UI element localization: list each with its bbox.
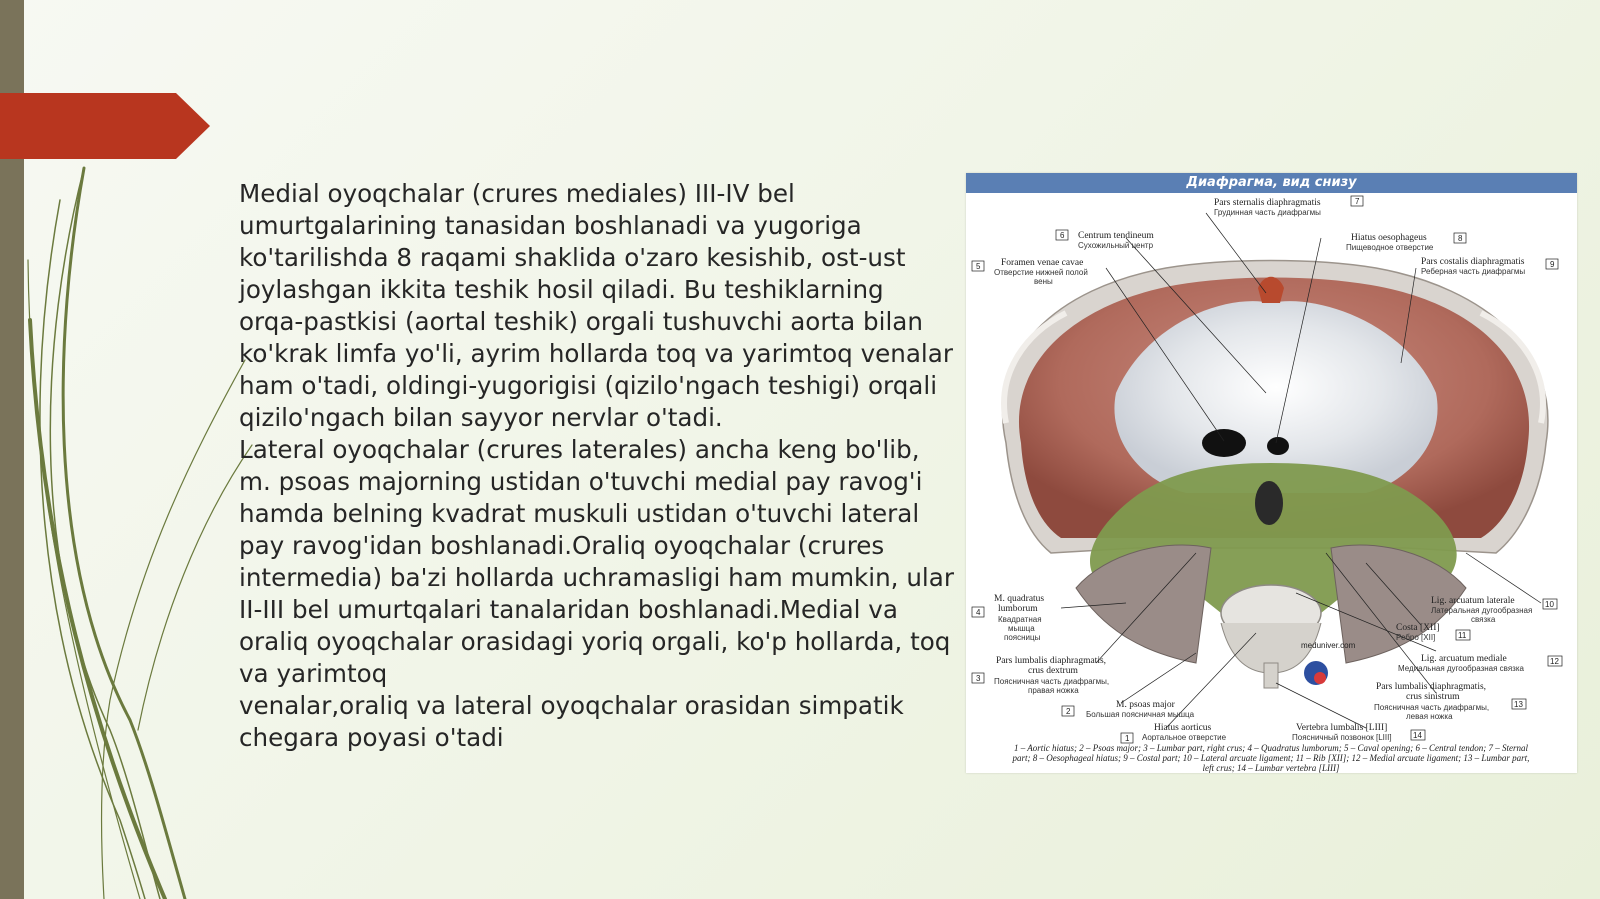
number-7: 7 xyxy=(1355,197,1360,206)
label-quadratus-ru-3: поясницы xyxy=(1004,633,1041,642)
label-crus-sinistrum: crus sinistrum xyxy=(1406,692,1460,702)
paragraph-sympathetic-trunk: venalar,oraliq va lateral oyoqchalar orasidan simpatik chegara poyasi o'tadi xyxy=(239,691,904,752)
label-foramen-venae-cavae: Foramen venae cavae xyxy=(1001,258,1084,268)
label-m-psoas-major-ru: Большая поясничная мышца xyxy=(1086,710,1195,719)
label-m-quadratus: M. quadratus xyxy=(994,594,1045,604)
label-quadratus-ru: Квадратная xyxy=(998,615,1042,624)
diaphragm-figure xyxy=(966,173,1577,773)
number-6: 6 xyxy=(1060,231,1065,240)
diaphragm-illustration xyxy=(966,193,1577,773)
label-lumborum: lumborum xyxy=(998,604,1038,614)
label-m-psoas-major: M. psoas major xyxy=(1116,700,1175,710)
label-centrum-tendineum: Centrum tendineum xyxy=(1078,231,1154,241)
label-pars-sternalis: Pars sternalis diaphragmatis xyxy=(1214,198,1321,208)
label-pars-lumbalis-dextrum-ru: Поясничная часть диафрагмы, xyxy=(994,677,1110,686)
label-crus-dextrum: crus dextrum xyxy=(1028,666,1078,676)
paragraph-lateral-crura: Lateral oyoqchalar (crures laterales) ancha keng bo'lib, m. psoas majorning ustidan o'tuvchi medial pay ravog'i hamda belning kvadrat muskuli ustidan o'tuvchi lateral pay ravog'idan boshlanadi.Oraliq oyoqchalar (crures intermedia) ba'zi hollarda uchramasligi ham mumkin, ular II-III bel umurtqalari tanalaridan boshlanadi.Medial va oraliq oyoqchalar orasidagi yoriq orgali, ko'p hollarda, toq va yarimtoq xyxy=(239,435,954,688)
number-12: 12 xyxy=(1550,657,1559,666)
label-vertebra-lumbalis-ru: Поясничный позвонок [LIII] xyxy=(1292,733,1392,742)
label-hiatus-aorticus: Hiatus aorticus xyxy=(1154,723,1212,733)
body-text xyxy=(239,178,954,754)
label-costa-xii: Costa [XII] xyxy=(1396,623,1440,633)
number-13: 13 xyxy=(1514,700,1523,709)
label-crus-sinistrum-ru: левая ножка xyxy=(1406,712,1453,721)
label-foramen-venae-cavae-ru: Отверстие нижней полой xyxy=(994,268,1088,277)
label-lig-arcuatum-mediale: Lig. arcuatum mediale xyxy=(1421,654,1507,664)
label-crus-dextrum-ru: правая ножка xyxy=(1028,686,1079,695)
label-pars-costalis-ru: Реберная часть диафрагмы xyxy=(1421,267,1526,276)
label-quadratus-ru-2: мышца xyxy=(1008,624,1035,633)
figure-title: Диафрагма, вид снизу xyxy=(966,173,1577,193)
label-vertebra-lumbalis: Vertebra lumbalis [LIII] xyxy=(1296,723,1388,733)
label-hiatus-aorticus-ru: Аортальное отверстие xyxy=(1142,733,1227,742)
number-14: 14 xyxy=(1413,731,1422,740)
label-costa-xii-ru: Ребро [XII] xyxy=(1396,633,1436,642)
label-lig-arcuatum-laterale-ru-2: связка xyxy=(1471,615,1496,624)
label-lig-arcuatum-laterale: Lig. arcuatum laterale xyxy=(1431,596,1515,606)
figure-caption-line-2: part; 8 – Oesophageal hiatus; 9 – Costal part; 10 – Lateral arcuate ligament; 11 – Rib [XII]; 12 – Medial arcuate ligament; 13 – Lumbar part, xyxy=(1012,753,1530,763)
number-3: 3 xyxy=(976,674,981,683)
label-hiatus-oesophageus: Hiatus oesophageus xyxy=(1351,233,1427,243)
paragraph-medial-crura: Medial oyoqchalar (crures mediales) III-IV bel umurtgalarining tanasidan boshlanadi va yugoriga ko'tarilishda 8 raqami shaklida o'zaro kesishib, ost-ust joylashgan ikkita teshik hosil qiladi. Bu teshiklarning orqa-pastkisi (aortal teshik) orgali tushuvchi aorta bilan ko'krak limfa yo'li, ayrim hollarda toq va yarimtoq venalar ham o'tadi, oldingi-yugorigisi (qizilo'ngach teshigi) orqali qizilo'ngach bilan sayyor nervlar o'tadi. xyxy=(239,179,953,432)
label-pars-lumbalis-sinistrum-ru: Поясничная часть диафрагмы, xyxy=(1374,703,1490,712)
label-foramen-venae-cavae-ru-2: вены xyxy=(1034,277,1053,286)
number-1: 1 xyxy=(1125,734,1130,743)
number-10: 10 xyxy=(1545,600,1554,609)
label-pars-sternalis-ru: Грудинная часть диафрагмы xyxy=(1214,208,1321,217)
watermark-text: meduniver.com xyxy=(1301,641,1356,650)
number-11: 11 xyxy=(1458,631,1467,640)
figure-caption-line-1: 1 – Aortic hiatus; 2 – Psoas major; 3 – Lumbar part, right crus; 4 – Quadratus lumborum; 5 – Caval opening; 6 – Central tendon; 7 – Sternal xyxy=(1013,743,1529,753)
number-2: 2 xyxy=(1066,707,1071,716)
number-8: 8 xyxy=(1458,234,1463,243)
label-pars-costalis: Pars costalis diaphragmatis xyxy=(1421,257,1525,267)
label-pars-lumbalis-dextrum: Pars lumbalis diaphragmatis, xyxy=(996,656,1107,666)
label-pars-lumbalis-sinistrum: Pars lumbalis diaphragmatis, xyxy=(1376,682,1487,692)
label-hiatus-oesophageus-ru: Пищеводное отверстие xyxy=(1346,243,1434,252)
label-centrum-tendineum-ru: Сухожильный центр xyxy=(1078,241,1154,250)
number-5: 5 xyxy=(976,262,981,271)
number-9: 9 xyxy=(1550,260,1555,269)
label-lig-arcuatum-mediale-ru: Медиальная дугообразная связка xyxy=(1398,664,1524,673)
number-4: 4 xyxy=(976,608,981,617)
figure-caption-line-3: left crus; 14 – Lumbar vertebra [LIII] xyxy=(1202,763,1340,773)
label-lig-arcuatum-laterale-ru: Латеральная дугообразная xyxy=(1431,606,1533,615)
